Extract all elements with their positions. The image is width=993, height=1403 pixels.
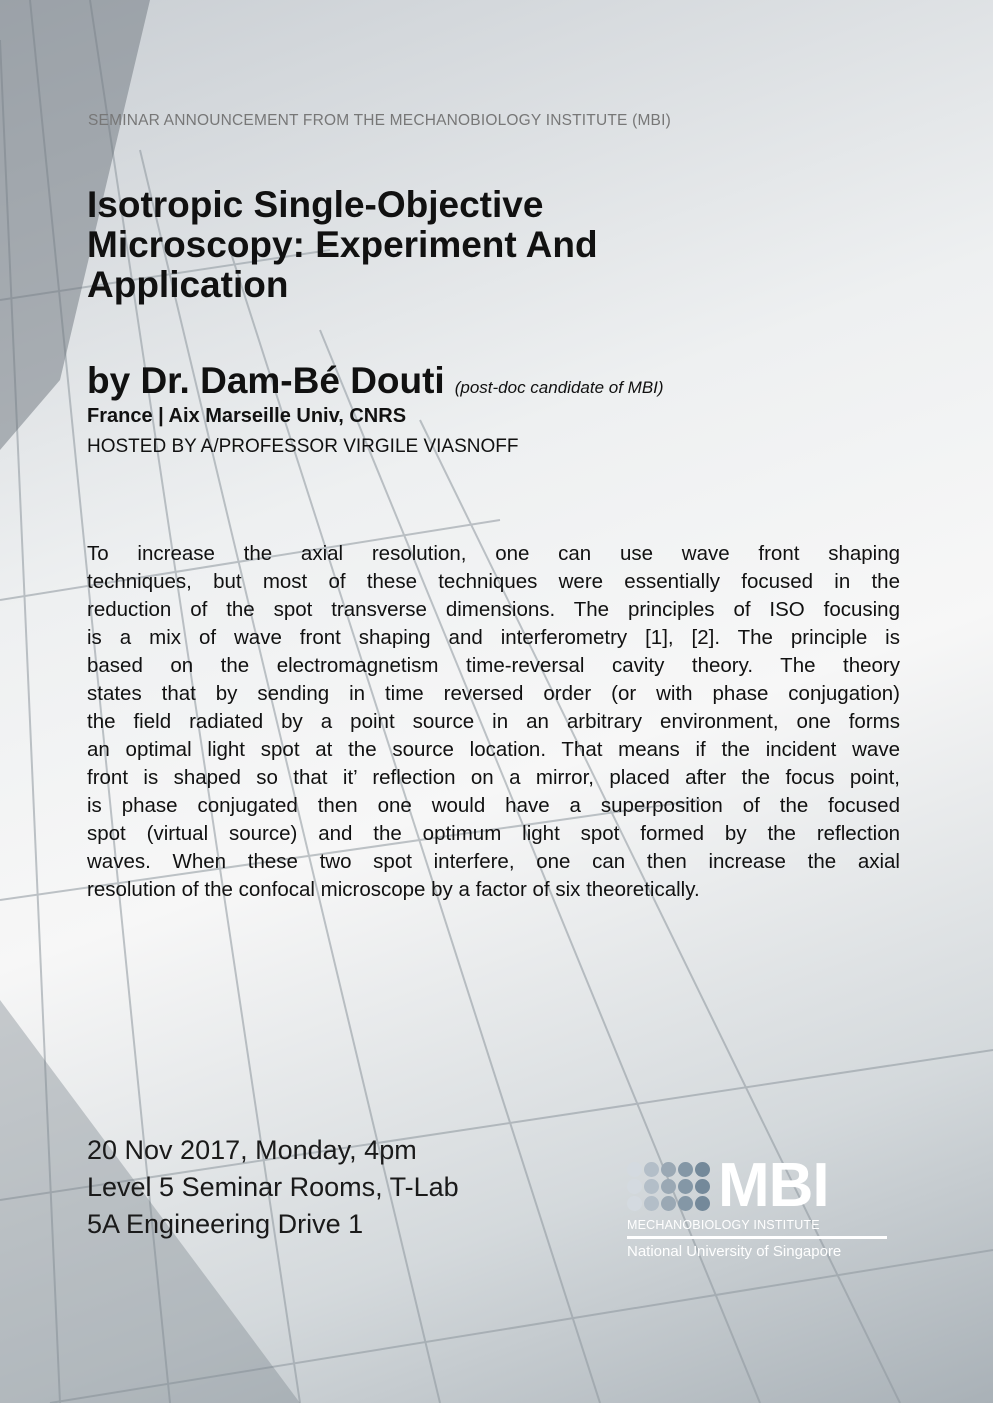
- abstract-line: resolution of the confocal microscope by a factor of six theoretically.: [87, 878, 700, 901]
- logo-dot: [678, 1196, 693, 1211]
- seminar-title: [87, 185, 787, 305]
- logo-mark: MBI: [718, 1151, 829, 1220]
- logo-dot: [678, 1179, 693, 1194]
- abstract-line: waves. When these two spot interfere, one can then increase the axial: [87, 850, 900, 873]
- logo-dot: [627, 1196, 642, 1211]
- title-line: Isotropic Single-Objective: [87, 184, 544, 225]
- title-line: Microscopy: Experiment And: [87, 224, 598, 265]
- abstract-line: an optimal light spot at the source location. That means if the incident wave: [87, 738, 900, 761]
- logo-dot: [678, 1162, 693, 1177]
- abstract-line: reduction of the spot transverse dimensions. The principles of ISO focusing: [87, 598, 900, 621]
- logo-dot: [644, 1162, 659, 1177]
- abstract-line: front is shaped so that it’ reflection on a mirror, placed after the focus point,: [87, 766, 900, 789]
- abstract-line: spot (virtual source) and the optimum light spot formed by the reflection: [87, 822, 900, 845]
- speaker-name: by Dr. Dam-Bé Douti: [87, 360, 445, 401]
- abstract: [87, 540, 900, 904]
- abstract-line: states that by sending in time reversed order (or with phase conjugation): [87, 682, 900, 705]
- logo-dot: [661, 1179, 676, 1194]
- speaker-line: [87, 360, 664, 402]
- logo-dot: [661, 1162, 676, 1177]
- logo-dot: [695, 1179, 710, 1194]
- mbi-logo: [627, 1151, 887, 1260]
- logo-dot: [644, 1179, 659, 1194]
- abstract-line: To increase the axial resolution, one can use wave front shaping: [87, 542, 900, 565]
- logo-dot: [644, 1196, 659, 1211]
- abstract-line: is phase conjugated then one would have a superposition of the focused: [87, 794, 900, 817]
- event-datetime: 20 Nov 2017, Monday, 4pm: [87, 1135, 417, 1165]
- logo-university: National University of Singapore: [627, 1243, 842, 1260]
- abstract-line: techniques, but most of these techniques were essentially focused in the: [87, 570, 900, 593]
- logo-institute: MECHANOBIOLOGY INSTITUTE: [627, 1212, 887, 1239]
- event-room: Level 5 Seminar Rooms, T-Lab: [87, 1172, 459, 1202]
- abstract-line: is a mix of wave front shaping and interferometry [1], [2]. The principle is: [87, 626, 900, 649]
- logo-dot: [627, 1162, 642, 1177]
- title-line: Application: [87, 264, 289, 305]
- speaker-affiliation: France | Aix Marseille Univ, CNRS: [87, 405, 407, 427]
- speaker-note: (post-doc candidate of MBI): [454, 378, 664, 397]
- logo-dots-icon: [627, 1162, 710, 1211]
- host-line: HOSTED BY A/PROFESSOR VIRGILE VIASNOFF: [87, 436, 519, 457]
- logo-dot: [627, 1179, 642, 1194]
- abstract-line: the field radiated by a point source in an arbitrary environment, one forms: [87, 710, 900, 733]
- announcement-header: SEMINAR ANNOUNCEMENT FROM THE MECHANOBIOLOGY INSTITUTE (MBI): [88, 112, 671, 129]
- logo-dot: [661, 1196, 676, 1211]
- event-details: [87, 1132, 459, 1243]
- event-address: 5A Engineering Drive 1: [87, 1209, 364, 1239]
- abstract-line: based on the electromagnetism time-reversal cavity theory. The theory: [87, 654, 900, 677]
- logo-dot: [695, 1162, 710, 1177]
- logo-dot: [695, 1196, 710, 1211]
